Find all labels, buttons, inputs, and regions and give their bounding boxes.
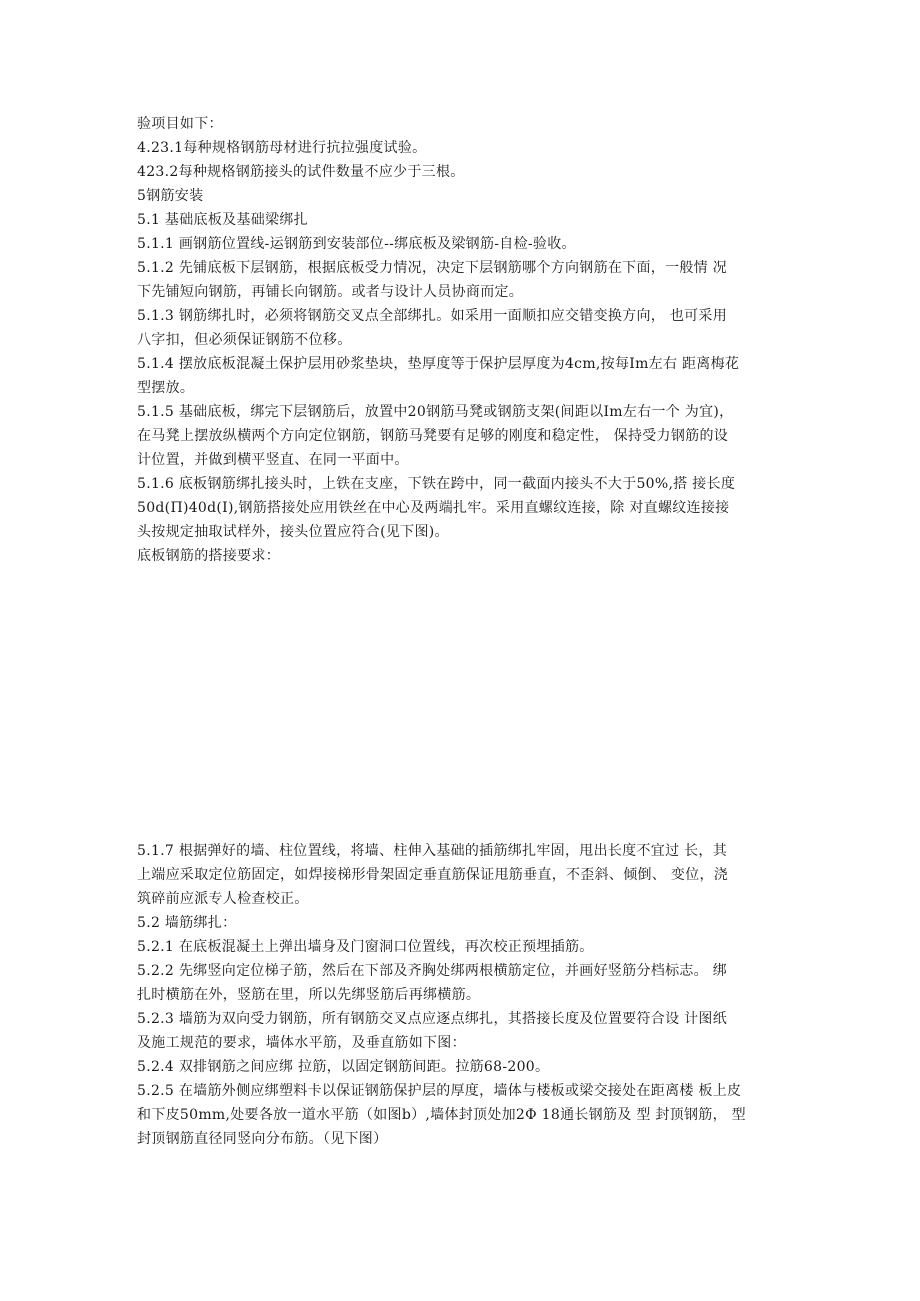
- text-line: 5.2.5 在墙筋外侧应绑塑料卡以保证钢筋保护层的厚度，墙体与楼板或梁交接处在距离楼 板上皮: [137, 1083, 742, 1099]
- text-line: 及施工规范的要求，墙体水平筋，及垂直筋如下图：: [137, 1035, 466, 1051]
- text-line: 下先铺短向钢筋，再铺长向钢筋。或者与设计人员协商而定。: [137, 284, 524, 300]
- text-line: 5.1.1 画钢筋位置线-运钢筋到安装部位--绑底板及梁钢筋-自检-验收。: [137, 236, 576, 252]
- figure-placeholder: [137, 586, 787, 836]
- text-line: 八字扣，但必须保证钢筋不位移。: [137, 332, 352, 348]
- text-line: 5.1.7 根据弹好的墙、柱位置线，将墙、柱伸入基础的插筋绑扎牢固，甩出长度不宜过 长，其: [137, 843, 728, 859]
- figure-caption: 底板钢筋的搭接要求：: [137, 548, 280, 564]
- text-line: 筑碎前应派专人检查校正。: [137, 891, 309, 907]
- text-line: 验项目如下：: [137, 116, 223, 132]
- text-line: 5.2.1 在底板混凝土上弹出墙身及门窗洞口位置线，再次校正预埋插筋。: [137, 939, 594, 955]
- subsection-heading: 5.2 墙筋绑扎：: [137, 915, 237, 931]
- text-line: 5.1.3 钢筋绑扎时，必须将钢筋交叉点全部绑扎。如采用一面顺扣应交错变换方向， 也可采用: [137, 308, 728, 324]
- text-line: 5.2.3 墙筋为双向受力钢筋，所有钢筋交叉点应逐点绑扎，其搭接长度及位置要符合设 计图纸: [137, 1011, 728, 1027]
- section-heading: 5钢筋安装: [137, 188, 204, 204]
- text-line: 5.1.5 基础底板，绑完下层钢筋后，放置中20钢筋马凳或钢筋支架(间距以Im左右一个 为宜)，: [137, 404, 734, 420]
- text-line: 5.1.6 底板钢筋绑扎接头时，上铁在支座，下铁在跨中，同一截面内接头不大于50%,搭 接长度: [137, 476, 736, 492]
- text-block-bottom: [137, 839, 787, 1151]
- text-line: 423.2每种规格钢筋接头的试件数量不应少于三根。: [137, 164, 465, 180]
- text-line: 50d(Π)40d(I),钢筋搭接处应用铁丝在中心及两端扎牢。采用直螺纹连接，除 对直螺纹连接接: [137, 500, 730, 516]
- text-line: 在马凳上摆放纵横两个方向定位钢筋，钢筋马凳要有足够的刚度和稳定性， 保持受力钢筋的设: [137, 428, 729, 444]
- text-line: 头按规定抽取试样外，接头位置应符合(见下图)。: [137, 524, 449, 540]
- text-line: 4.23.1每种规格钢筋母材进行抗拉强度试验。: [137, 140, 427, 156]
- text-line: 5.1.4 摆放底板混凝土保护层用砂浆垫块，垫厚度等于保护层厚度为4cm,按每Im左右 距离梅花: [137, 356, 740, 372]
- text-line: 计位置，并做到横平竖直、在同一平面中。: [137, 452, 409, 468]
- text-line: 封顶钢筋直径同竖向分布筋。（见下图）: [137, 1131, 388, 1147]
- text-line: 5.2.2 先绑竖向定位梯子筋，然后在下部及齐胸处绑两根横筋定位，并画好竖筋分档标志。 绑: [137, 963, 728, 979]
- text-line: 型摆放。: [137, 380, 195, 396]
- text-block-top: [137, 112, 787, 568]
- text-line: 和下皮50mm,处要各放一道水平筋（如图b）,墙体封顶处加2Φ 18通长钢筋及 型 封顶钢筋， 型: [137, 1107, 746, 1123]
- text-line: 上端应采取定位筋固定，如焊接梯形骨架固定垂直筋保证甩筋垂直，不歪斜、倾倒、 变位，浇: [137, 867, 729, 883]
- subsection-heading: 5.1 基础底板及基础梁绑扎: [137, 212, 308, 228]
- text-line: 扎时横筋在外，竖筋在里，所以先绑竖筋后再绑横筋。: [137, 987, 481, 1003]
- text-line: 5.1.2 先铺底板下层钢筋，根据底板受力情况，决定下层钢筋哪个方向钢筋在下面，一般情 况: [137, 260, 728, 276]
- text-line: 5.2.4 双排钢筋之间应绑 拉筋，以固定钢筋间距。拉筋68-200。: [137, 1059, 550, 1075]
